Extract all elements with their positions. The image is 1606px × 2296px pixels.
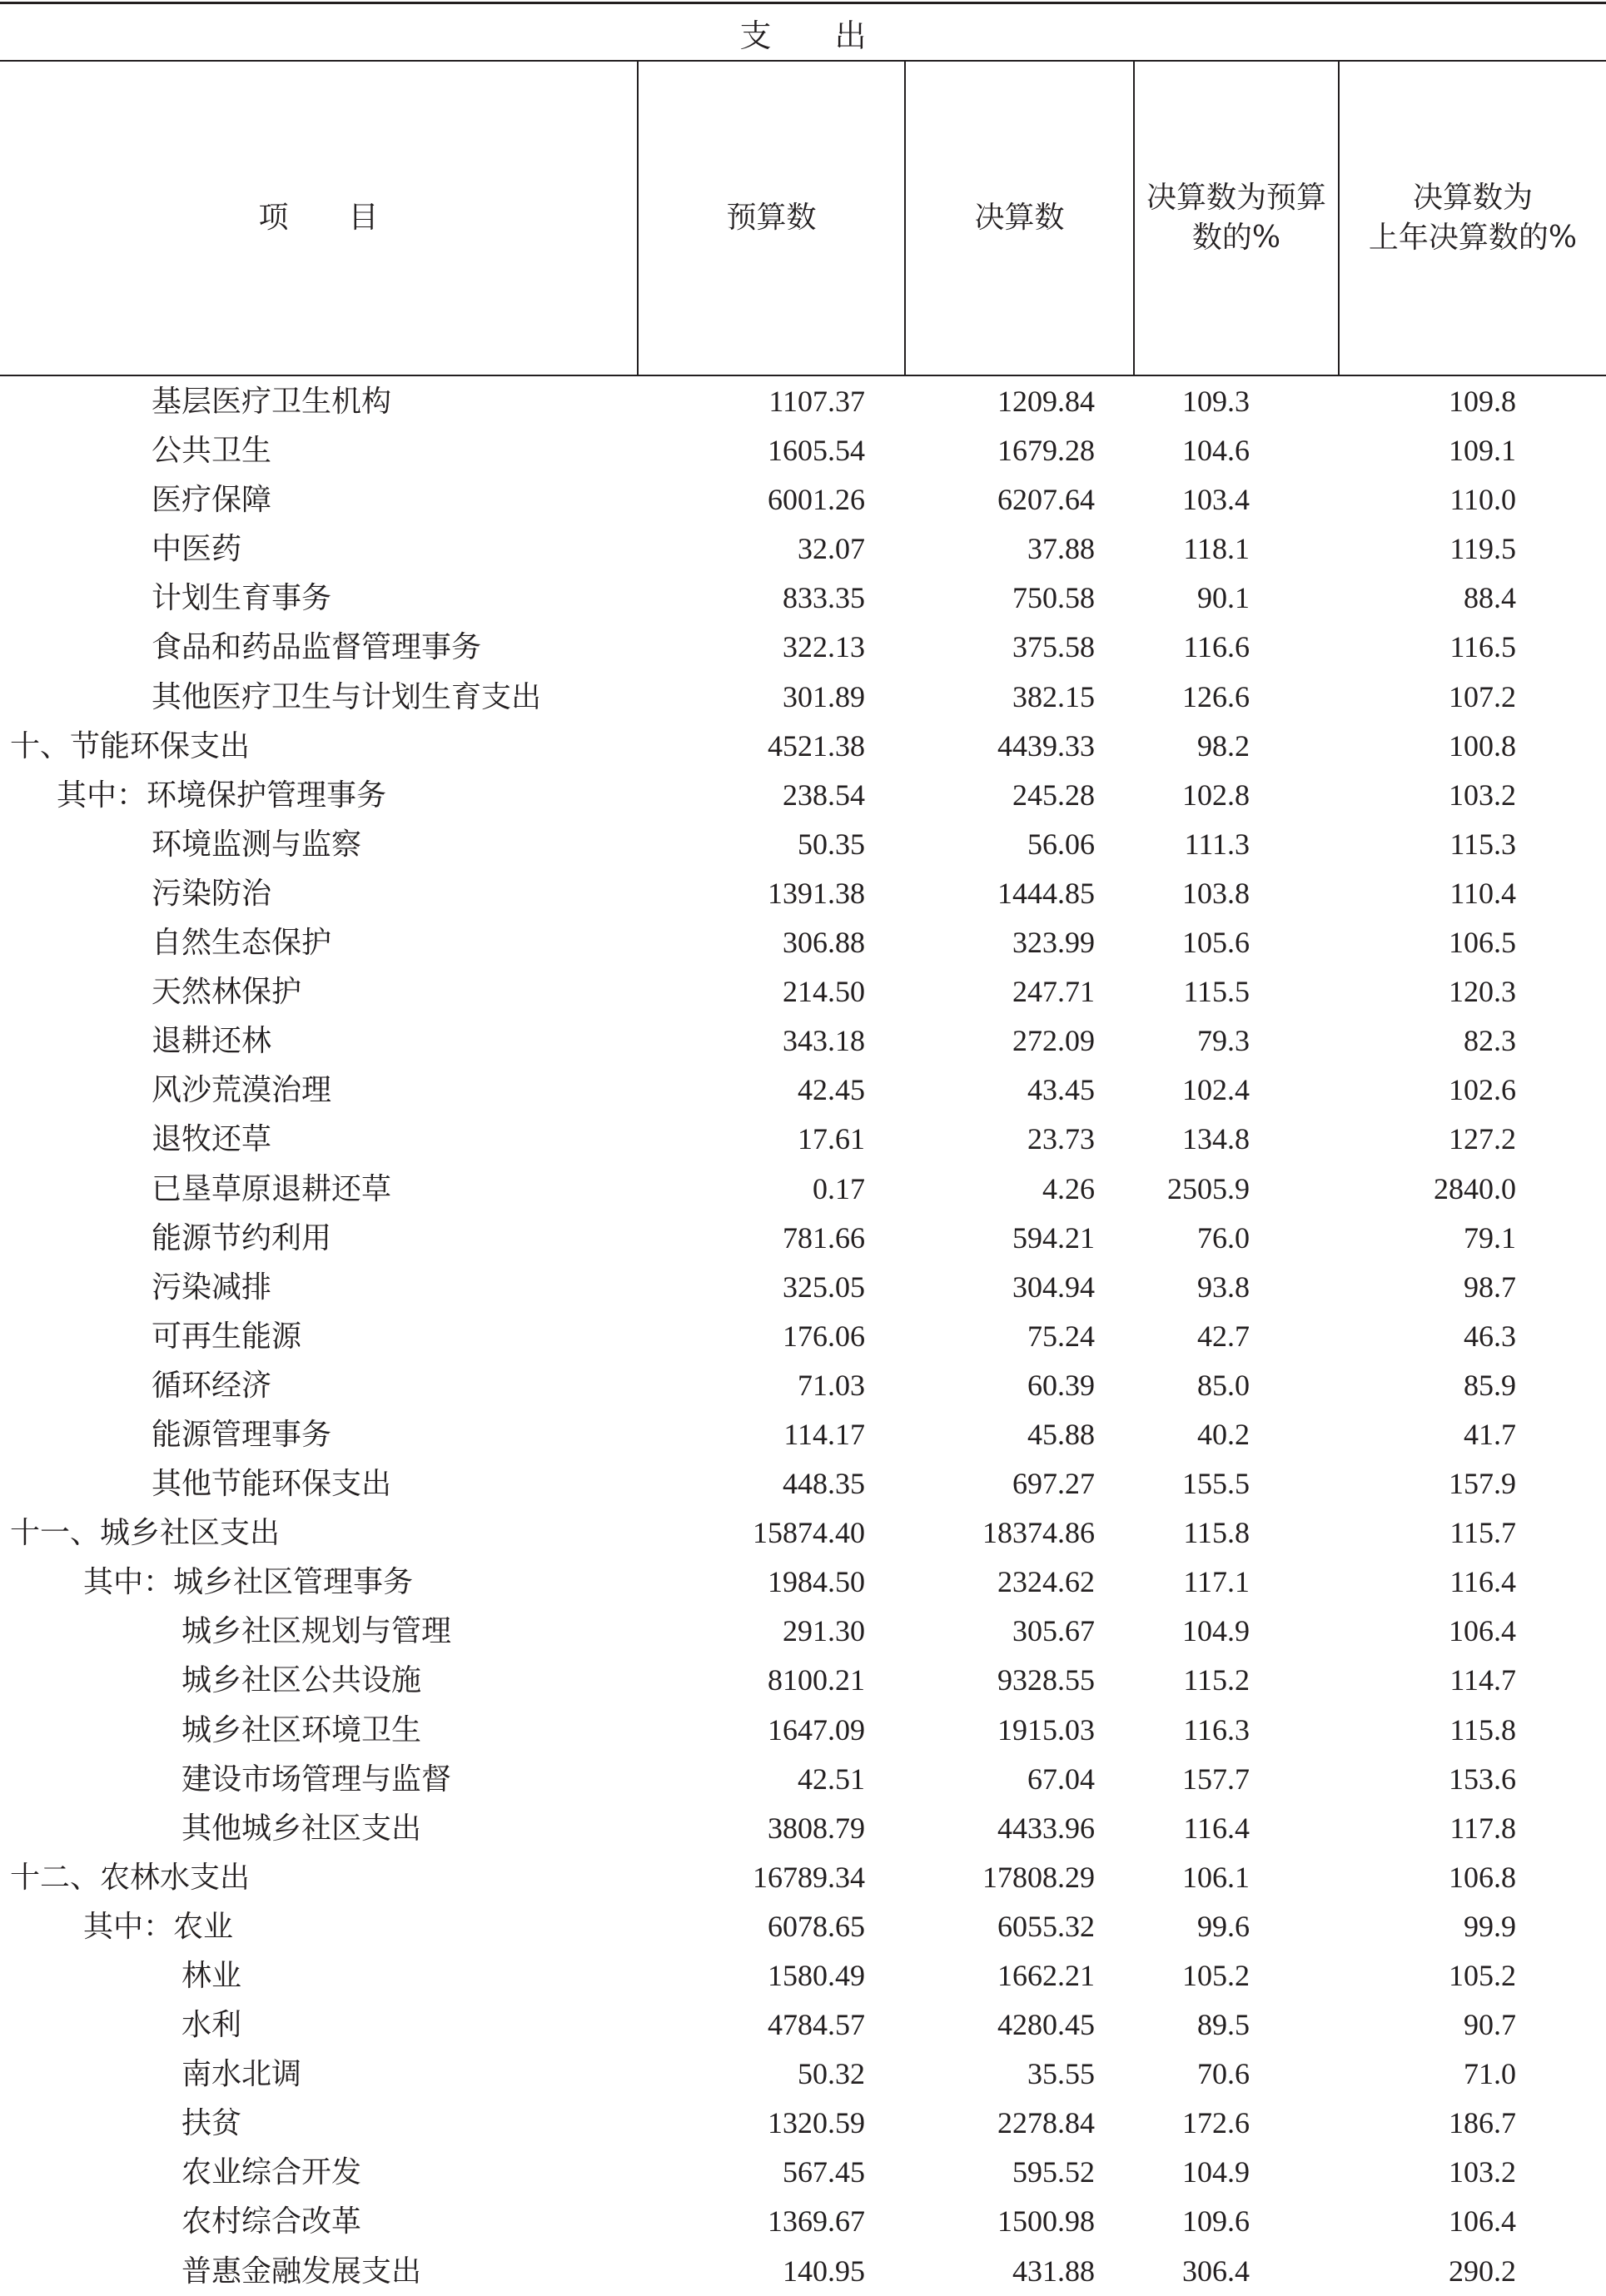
row-pct-budget-value: 106.1 (1182, 1860, 1250, 1894)
table-row (0, 1607, 1606, 1656)
row-budget-value: 781.66 (783, 1220, 865, 1255)
row-final-value: 1500.98 (997, 2204, 1095, 2239)
row-pct-budget-value: 115.5 (1183, 975, 1250, 1009)
row-item-label: 农业综合开发 (181, 2155, 362, 2190)
row-final-value: 1915.03 (997, 1712, 1095, 1747)
row-pct-prev-value: 119.5 (1449, 532, 1516, 566)
table-row (0, 1853, 1606, 1902)
row-final-value: 304.94 (1012, 1270, 1095, 1304)
row-final-value: 6207.64 (997, 483, 1095, 517)
row-budget-value: 17.61 (798, 1122, 865, 1156)
row-item-label: 其中：环境保护管理事务 (57, 778, 387, 813)
row-final-value: 37.88 (1027, 532, 1095, 566)
row-pct-prev-value: 107.2 (1449, 679, 1516, 713)
row-pct-budget-value: 40.2 (1197, 1417, 1250, 1451)
table-row (0, 1804, 1606, 1853)
row-budget-value: 301.89 (783, 679, 865, 713)
row-pct-prev-value: 109.1 (1449, 434, 1516, 468)
row-pct-prev-value: 102.6 (1449, 1073, 1516, 1107)
row-pct-budget-value: 115.2 (1183, 1663, 1250, 1697)
table-row (0, 623, 1606, 672)
row-pct-prev-value: 127.2 (1449, 1122, 1516, 1156)
header-budget: 预算数 (726, 201, 817, 235)
row-budget-value: 4784.57 (768, 2008, 865, 2042)
row-item-label: 计划生育事务 (152, 581, 332, 616)
row-budget-value: 1984.50 (768, 1565, 865, 1599)
row-pct-prev-value: 41.7 (1464, 1417, 1516, 1451)
row-final-value: 23.73 (1027, 1122, 1095, 1156)
row-item-label: 城乡社区环境卫生 (181, 1712, 422, 1747)
table-row (0, 475, 1606, 524)
row-budget-value: 8100.21 (768, 1663, 865, 1697)
row-final-value: 2278.84 (997, 2106, 1095, 2140)
row-budget-value: 114.17 (783, 1417, 865, 1451)
row-item-label: 公共卫生 (152, 434, 272, 469)
row-pct-budget-value: 306.4 (1182, 2254, 1250, 2288)
table-row (0, 869, 1606, 918)
row-pct-budget-value: 104.9 (1182, 1614, 1250, 1648)
row-budget-value: 833.35 (783, 581, 865, 615)
row-budget-value: 16789.34 (753, 1860, 865, 1894)
table-row (0, 673, 1606, 722)
row-final-value: 594.21 (1012, 1220, 1095, 1255)
row-final-value: 382.15 (1012, 679, 1095, 713)
row-final-value: 4439.33 (997, 728, 1095, 763)
row-final-value: 9328.55 (997, 1663, 1095, 1697)
row-budget-value: 448.35 (783, 1467, 865, 1501)
row-budget-value: 32.07 (798, 532, 865, 566)
row-budget-value: 1320.59 (768, 2106, 865, 2140)
row-final-value: 43.45 (1027, 1073, 1095, 1107)
row-pct-prev-value: 109.8 (1449, 385, 1516, 418)
table-row (0, 2247, 1606, 2296)
row-pct-budget-value: 104.9 (1182, 2155, 1250, 2189)
row-pct-prev-value: 290.2 (1449, 2254, 1516, 2288)
row-item-label: 十一、城乡社区支出 (10, 1516, 281, 1551)
row-item-label: 环境监测与监察 (152, 827, 362, 862)
row-item-label: 其中：城乡社区管理事务 (83, 1565, 414, 1600)
row-pct-budget-value: 118.1 (1183, 532, 1250, 566)
table-row (0, 918, 1606, 967)
row-item-label: 已垦草原退耕还草 (152, 1171, 392, 1206)
row-pct-budget-value: 90.1 (1197, 581, 1250, 615)
table-row (0, 1214, 1606, 1263)
row-pct-prev-value: 105.2 (1449, 1959, 1516, 1992)
row-item-label: 林业 (181, 1959, 242, 1993)
table-row (0, 820, 1606, 869)
table-row (0, 1016, 1606, 1066)
row-pct-prev-value: 79.1 (1464, 1220, 1516, 1255)
row-budget-value: 567.45 (783, 2155, 865, 2189)
table-row (0, 1459, 1606, 1508)
row-pct-budget-value: 111.3 (1184, 827, 1250, 861)
row-pct-budget-value: 42.7 (1197, 1319, 1250, 1353)
table-row (0, 1066, 1606, 1115)
table-row (0, 1755, 1606, 1804)
row-final-value: 60.39 (1027, 1368, 1095, 1402)
table-row (0, 1165, 1606, 1214)
row-pct-budget-value: 76.0 (1197, 1220, 1250, 1255)
row-pct-prev-value: 103.2 (1449, 2155, 1516, 2189)
row-budget-value: 6078.65 (768, 1909, 865, 1943)
row-budget-value: 291.30 (783, 1614, 865, 1648)
row-final-value: 67.04 (1027, 1762, 1095, 1796)
header-final: 决算数 (974, 201, 1065, 235)
row-pct-budget-value: 104.6 (1182, 434, 1250, 468)
row-final-value: 750.58 (1012, 581, 1095, 615)
row-budget-value: 325.05 (783, 1270, 865, 1304)
row-budget-value: 1647.09 (768, 1712, 865, 1747)
row-pct-budget-value: 2505.9 (1167, 1171, 1250, 1205)
table-row (0, 2197, 1606, 2246)
table-row (0, 1558, 1606, 1607)
row-final-value: 247.71 (1012, 975, 1095, 1009)
row-pct-prev-value: 114.7 (1449, 1663, 1516, 1697)
row-budget-value: 176.06 (783, 1319, 865, 1353)
row-pct-budget-value: 89.5 (1197, 2008, 1250, 2042)
row-final-value: 2324.62 (997, 1565, 1095, 1599)
row-final-value: 323.99 (1012, 926, 1095, 960)
row-budget-value: 15874.40 (753, 1516, 865, 1550)
row-final-value: 595.52 (1012, 2155, 1095, 2189)
row-pct-prev-value: 85.9 (1464, 1368, 1516, 1402)
row-final-value: 697.27 (1012, 1467, 1095, 1501)
table-row (0, 2148, 1606, 2197)
table-row (0, 722, 1606, 771)
row-item-label: 天然林保护 (152, 975, 302, 1010)
table-row (0, 2000, 1606, 2050)
row-pct-prev-value: 115.8 (1449, 1712, 1516, 1747)
table-body (0, 377, 1606, 2296)
row-item-label: 其中：农业 (83, 1909, 234, 1944)
row-pct-prev-value: 115.7 (1449, 1516, 1516, 1550)
table-row (0, 1410, 1606, 1459)
row-item-label: 中医药 (152, 532, 242, 567)
row-item-label: 十二、农林水支出 (10, 1860, 251, 1895)
row-pct-prev-value: 106.5 (1449, 926, 1516, 960)
row-pct-budget-value: 99.6 (1197, 1909, 1250, 1943)
row-pct-budget-value: 134.8 (1182, 1122, 1250, 1156)
row-pct-prev-value: 115.3 (1449, 827, 1516, 861)
row-final-value: 1662.21 (997, 1959, 1095, 1992)
row-final-value: 4.26 (1042, 1171, 1095, 1205)
row-item-label: 自然生态保护 (152, 926, 332, 961)
row-budget-value: 1580.49 (768, 1959, 865, 1992)
table-row (0, 1312, 1606, 1361)
row-item-label: 城乡社区公共设施 (181, 1663, 422, 1698)
row-pct-prev-value: 116.5 (1449, 630, 1516, 664)
row-final-value: 1679.28 (997, 434, 1095, 468)
row-budget-value: 50.32 (798, 2057, 865, 2091)
row-pct-prev-value: 116.4 (1449, 1565, 1516, 1599)
row-pct-prev-value: 71.0 (1464, 2057, 1516, 2091)
row-pct-prev-value: 46.3 (1464, 1319, 1516, 1353)
row-pct-budget-value: 117.1 (1183, 1565, 1250, 1599)
row-pct-budget-value: 70.6 (1197, 2057, 1250, 2091)
row-final-value: 272.09 (1012, 1024, 1095, 1058)
row-pct-prev-value: 106.4 (1449, 2204, 1516, 2239)
row-final-value: 1209.84 (997, 385, 1095, 418)
table-row (0, 1361, 1606, 1410)
row-item-label: 其他医疗卫生与计划生育支出 (152, 679, 542, 714)
table-row (0, 574, 1606, 623)
row-budget-value: 1391.38 (768, 876, 865, 910)
row-budget-value: 1107.37 (768, 385, 865, 418)
row-pct-budget-value: 98.2 (1197, 728, 1250, 763)
header-item: 项 目 (258, 201, 379, 235)
row-budget-value: 50.35 (798, 827, 865, 861)
row-pct-budget-value: 103.4 (1182, 483, 1250, 517)
row-pct-prev-value: 110.0 (1449, 483, 1516, 517)
row-item-label: 退牧还草 (152, 1122, 272, 1157)
header-pct-of-prev-year: 决算数为 上年决算数的% (1368, 181, 1578, 255)
row-item-label: 风沙荒漠治理 (152, 1073, 332, 1108)
row-pct-prev-value: 110.4 (1449, 876, 1516, 910)
row-budget-value: 6001.26 (768, 483, 865, 517)
row-item-label: 水利 (181, 2008, 242, 2043)
row-pct-prev-value: 117.8 (1449, 1811, 1516, 1845)
row-budget-value: 4521.38 (768, 728, 865, 763)
row-pct-budget-value: 115.8 (1183, 1516, 1250, 1550)
row-item-label: 普惠金融发展支出 (181, 2254, 422, 2289)
table-row (0, 1706, 1606, 1755)
row-pct-prev-value: 98.7 (1464, 1270, 1516, 1304)
table-row (0, 2099, 1606, 2148)
row-item-label: 农村综合改革 (181, 2204, 362, 2239)
row-pct-prev-value: 106.4 (1449, 1614, 1516, 1648)
row-budget-value: 71.03 (798, 1368, 865, 1402)
table-row (0, 2050, 1606, 2099)
row-budget-value: 42.45 (798, 1073, 865, 1107)
row-final-value: 4433.96 (997, 1811, 1095, 1845)
row-final-value: 6055.32 (997, 1909, 1095, 1943)
table-row (0, 377, 1606, 426)
header-pct-of-budget: 决算数为预算 数的% (1146, 181, 1326, 255)
row-item-label: 污染防治 (152, 876, 272, 911)
row-item-label: 城乡社区规划与管理 (181, 1614, 452, 1649)
row-pct-prev-value: 103.2 (1449, 778, 1516, 812)
row-budget-value: 1605.54 (768, 434, 865, 468)
row-final-value: 17808.29 (982, 1860, 1095, 1894)
table-row (0, 1263, 1606, 1312)
row-pct-budget-value: 102.8 (1182, 778, 1250, 812)
row-pct-prev-value: 120.3 (1449, 975, 1516, 1009)
header-rule (0, 375, 1606, 376)
row-budget-value: 238.54 (783, 778, 865, 812)
row-pct-budget-value: 102.4 (1182, 1073, 1250, 1107)
row-item-label: 扶贫 (181, 2106, 242, 2141)
row-pct-budget-value: 93.8 (1197, 1270, 1250, 1304)
row-pct-prev-value: 2840.0 (1434, 1171, 1516, 1205)
table-row (0, 524, 1606, 574)
row-final-value: 4280.45 (997, 2008, 1095, 2042)
row-pct-budget-value: 109.3 (1182, 385, 1250, 418)
table-row (0, 426, 1606, 475)
row-pct-budget-value: 155.5 (1182, 1467, 1250, 1501)
row-budget-value: 42.51 (798, 1762, 865, 1796)
table-row (0, 967, 1606, 1016)
row-item-label: 退耕还林 (152, 1024, 272, 1059)
row-pct-budget-value: 116.3 (1183, 1712, 1250, 1747)
row-final-value: 35.55 (1027, 2057, 1095, 2091)
row-final-value: 45.88 (1027, 1417, 1095, 1451)
row-pct-prev-value: 90.7 (1464, 2008, 1516, 2042)
row-pct-budget-value: 109.6 (1182, 2204, 1250, 2239)
row-pct-prev-value: 88.4 (1464, 581, 1516, 615)
table-row (0, 771, 1606, 820)
table-row (0, 1115, 1606, 1164)
row-budget-value: 343.18 (783, 1024, 865, 1058)
row-pct-prev-value: 99.9 (1464, 1909, 1516, 1943)
row-pct-budget-value: 126.6 (1182, 679, 1250, 713)
row-pct-budget-value: 105.6 (1182, 926, 1250, 960)
row-item-label: 基层医疗卫生机构 (152, 385, 392, 419)
row-pct-budget-value: 103.8 (1182, 876, 1250, 910)
row-pct-prev-value: 186.7 (1449, 2106, 1516, 2140)
row-pct-budget-value: 116.6 (1183, 630, 1250, 664)
row-item-label: 可再生能源 (152, 1319, 302, 1354)
row-pct-prev-value: 100.8 (1449, 728, 1516, 763)
row-pct-budget-value: 116.4 (1183, 1811, 1250, 1845)
row-pct-budget-value: 85.0 (1197, 1368, 1250, 1402)
row-final-value: 375.58 (1012, 630, 1095, 664)
row-item-label: 南水北调 (181, 2057, 302, 2092)
table-row (0, 1656, 1606, 1705)
row-pct-budget-value: 79.3 (1197, 1024, 1250, 1058)
row-final-value: 75.24 (1027, 1319, 1095, 1353)
row-item-label: 循环经济 (152, 1368, 272, 1403)
row-item-label: 其他节能环保支出 (152, 1467, 392, 1502)
row-final-value: 18374.86 (982, 1516, 1095, 1550)
row-pct-prev-value: 82.3 (1464, 1024, 1516, 1058)
row-item-label: 污染减排 (152, 1270, 272, 1305)
row-pct-budget-value: 105.2 (1182, 1959, 1250, 1992)
row-item-label: 建设市场管理与监督 (181, 1762, 452, 1797)
row-pct-prev-value: 106.8 (1449, 1860, 1516, 1894)
row-final-value: 431.88 (1012, 2254, 1095, 2288)
row-item-label: 十、节能环保支出 (10, 728, 251, 763)
row-item-label: 医疗保障 (152, 483, 272, 518)
row-final-value: 1444.85 (997, 876, 1095, 910)
row-item-label: 其他城乡社区支出 (181, 1811, 422, 1846)
row-pct-budget-value: 157.7 (1182, 1762, 1250, 1796)
row-pct-budget-value: 172.6 (1182, 2106, 1250, 2140)
section-title: 支 出 (739, 17, 867, 54)
row-budget-value: 306.88 (783, 926, 865, 960)
row-budget-value: 214.50 (783, 975, 865, 1009)
row-final-value: 56.06 (1027, 827, 1095, 861)
row-budget-value: 1369.67 (768, 2204, 865, 2239)
row-pct-prev-value: 157.9 (1449, 1467, 1516, 1501)
table-row (0, 1508, 1606, 1558)
table-row (0, 1902, 1606, 1951)
row-item-label: 能源管理事务 (152, 1417, 332, 1452)
table-row (0, 1951, 1606, 2000)
row-item-label: 能源节约利用 (152, 1220, 332, 1255)
row-budget-value: 322.13 (783, 630, 865, 664)
row-final-value: 305.67 (1012, 1614, 1095, 1648)
row-final-value: 245.28 (1012, 778, 1095, 812)
row-budget-value: 0.17 (813, 1171, 865, 1205)
row-pct-prev-value: 153.6 (1449, 1762, 1516, 1796)
row-budget-value: 3808.79 (768, 1811, 865, 1845)
row-item-label: 食品和药品监督管理事务 (152, 630, 482, 665)
row-budget-value: 140.95 (783, 2254, 865, 2288)
